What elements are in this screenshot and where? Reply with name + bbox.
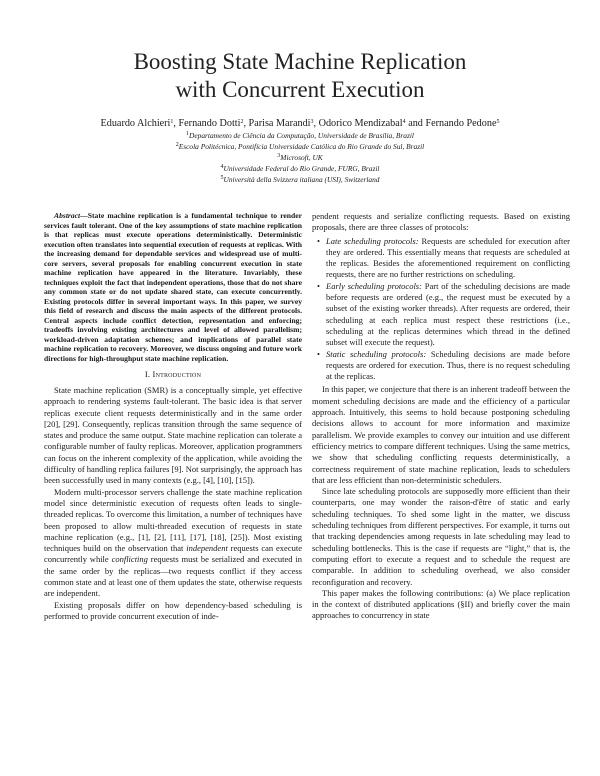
abstract-lead: Abstract [54,211,81,220]
intro-paragraph-2 [44,487,302,600]
right-paragraph-1: In this paper, we conjecture that there is an inherent tradeoff between the moment scheduling decisions are made and the efficiency of a particular approach. Intuitively, this seems to hold because postponing scheduling decisions allows to account for more information and maximize parallelism. We provide examples to convey our intuition and use different efficiency metrics to compare different techniques. Using the same metrics, we show that scheduling conflicting requests deterministically, a correctness requirement of state machine replication, leads to schedulers that are less efficient than non-deterministic schedulers. [312,384,570,485]
author-sup: 4 [402,119,406,125]
affiliation-sup: 5 [220,175,224,181]
protocol-name: Late scheduling protocols: [326,235,419,246]
author-sup: 5 [496,119,500,125]
author-list: Eduardo Alchieri$^1$, Fernando Dotti$^2$, Parisa Marandi$^3$, Odorico Mendizabal$^4$ and Fernando Pedone$^5$ [100,118,500,129]
intro-paragraph-1: State machine replication (SMR) is a conceptually simple, yet effective approach to rendering systems fault-tolerant. The basic idea is that server replicas execute client requests deterministically and in the same order [20], [29]. Consequently, replicas transition through the same sequence of states and produce the same output. State machine replication can tolerate a configurable number of faulty replicas. Moreover, application programmers can focus on the inherent complexity of the application, while avoiding the difficulty of handling replica failures [9]. Not surprisingly, the approach has been successfully used in many contexts (e.g., [4], [10], [15]). [44,385,302,486]
affiliation-text: Departamento de Ciência da Computação, Universidade de Brasília, Brazil [189,131,414,140]
protocol-text: Part of the scheduling decisions are made before requests are ordered (e.g., the request must be executed by a subset of the existing worker threads). After requests are ordered, their scheduling at each replica must respect these restrictions (i.e., scheduling at the replicas determines which thread in the defined subset will execute the request). [326,280,570,348]
affiliation-5 [0,175,600,184]
affiliation-1 [0,131,600,140]
list-item [317,235,570,281]
author-name: Parisa Marandi [248,118,311,129]
protocol-text: Requests are scheduled for execution after they are ordered. This essentially means that requests are scheduled at the replicas. Besides the aforementioned requirement on conflicting requests, there are no further restrictions on scheduling. [326,235,570,280]
author-name: Fernando Pedone [425,118,497,129]
list-item [317,280,570,349]
bullet-icon: • [317,235,320,246]
protocol-list [312,236,570,383]
affiliation-2 [0,142,600,151]
affiliation-text: Microsoft, UK [280,153,323,162]
affiliation-sup: 3 [277,153,281,159]
bullet-icon: • [317,280,320,291]
right-paragraph-3: This paper makes the following contributions: (a) We place replication in the context of distributed applications (§II) and briefly cover the main approaches to concurrency in state [312,587,570,621]
right-paragraph-2: Since late scheduling protocols are supposedly more efficient than their counterparts, one may wonder the raison-d'être of static and early scheduling techniques. To shed some light in the matter, we discuss scheduling techniques from different perspectives. For example, it turns out that tracking dependencies among requests in late scheduling may lead to scheduling bottlenecks. This is the case if requests are “light,” that is, the computing effort to execute a request and to schedule the request are comparable. In addition to scheduling overhead, we also consider reconfiguration and recovery. [312,486,570,587]
right-column [312,211,570,622]
affiliation-3 [0,153,600,162]
list-item [317,348,570,383]
affiliation-sup: 2 [175,142,179,148]
protocol-text: Scheduling decisions are made before requests are ordered for execution. Thus, there is no request scheduling at the replicas. [326,348,570,382]
affiliation-4 [0,164,600,173]
paragraph-continuation: pendent requests and serialize conflicting requests. Based on existing proposals, there are three classes of protocols: [312,211,570,233]
abstract-text: —State machine replication is a fundamental technique to render services fault tolerant. One of the key assumptions of state machine replication is that replicas must execute operations deterministically. Deterministic execution often translates into sequential execution of requests at replicas. With the increasing demand for dependable services and widespread use of multi-core servers, several proposals for enabling concurrent execution in state machine replication have appeared in the literature. Invariably, these techniques exploit the fact that independent operations, those that do not share any common state or do not update shared state, can execute concurrently. Existing protocols differ in several important ways. In this paper, we survey this field of research and discuss the main aspects of the different protocols. Central aspects include conflict detection, representation and enforcing; tradeoffs involving existing architectures and level of allowed parallelism; workload-driven adaptation schemes; and implications of parallel state machine replication to recovery. Moreover, we discuss ongoing and future work directions for high-throughput state machine replication. [44,211,302,363]
text-run: requests must be serialized and executed in the same order by the replicas—two requests conflict if they access common state and at least one of them updates the state, otherwise requests are independent. [44,554,302,599]
affiliation-text: Escola Politécnica, Pontifícia Universidade Católica do Rio Grande do Sul, Brazil [178,142,425,151]
section-heading-introduction: I. Introduction [144,369,202,379]
emphasis: independent [186,543,228,554]
affiliation-sup: 1 [186,131,189,137]
author-name: Odorico Mendizabal [318,118,403,129]
author-sup: 2 [240,119,244,125]
protocol-name: Early scheduling protocols: [326,280,422,291]
affiliation-text: Universidade Federal do Rio Grande, FURG, Brazil [223,164,380,173]
author-sup: 3 [310,119,314,125]
abstract [44,211,302,363]
author-name: Fernando Dotti [178,118,241,129]
left-column [44,211,302,622]
paper-title-line-2: with Concurrent Execution [175,77,425,102]
author-sup: 1 [170,119,174,125]
text-run: requests can execute concurrently while [44,543,302,565]
emphasis: conflicting [111,554,148,565]
text-run: Modern multi-processor servers challenge the state machine replication model since deterministic execution of requests often leads to single-threaded replicas. To overcome this limitation, a number of techniques have been proposed to allow multi-threaded execution of requests in state machine replication (e.g., [1], [2], [11], [17], [18], [25]). Most existing techniques build on the observation that [44,486,302,554]
author-name: Eduardo Alchieri [100,118,171,129]
affiliation-text: Università della Svizzera italiana (USI), Switzerland [223,175,380,184]
intro-paragraph-3: Existing proposals differ on how dependency-based scheduling is performed to provide concurrent execution of inde- [44,599,302,621]
affiliation-sup: 4 [220,164,224,170]
bullet-icon: • [317,348,320,359]
protocol-name: Static scheduling protocols: [326,348,427,359]
paper-title-line-1: Boosting State Machine Replication [133,49,467,74]
